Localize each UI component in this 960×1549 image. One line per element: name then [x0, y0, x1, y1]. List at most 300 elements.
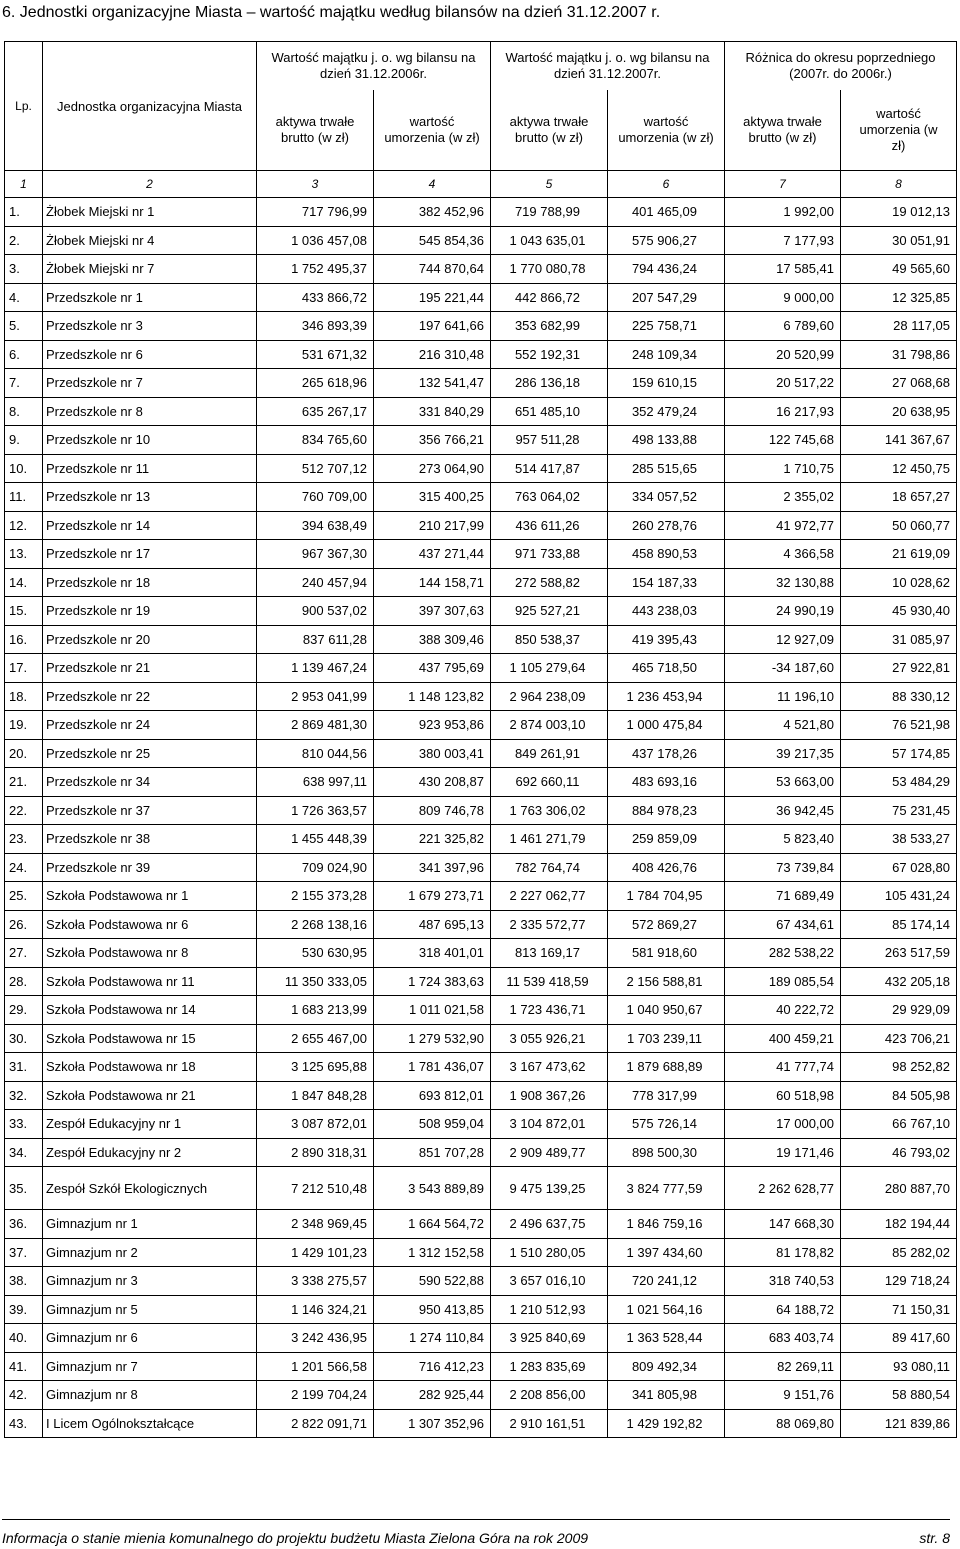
row-gross-2006: 967 367,30 — [257, 540, 374, 569]
row-lp: 27. — [5, 939, 43, 968]
row-gross-diff: 82 269,11 — [725, 1352, 841, 1381]
header-lp: Lp. — [5, 42, 43, 171]
row-gross-2007: 436 611,26 — [491, 511, 608, 540]
row-depr-diff: 85 282,02 — [841, 1238, 957, 1267]
row-lp: 7. — [5, 369, 43, 398]
row-lp: 13. — [5, 540, 43, 569]
row-unit-name: Przedszkole nr 20 — [43, 625, 257, 654]
row-depr-diff: 31 085,97 — [841, 625, 957, 654]
table-row — [5, 1381, 957, 1410]
table-row — [5, 625, 957, 654]
row-depr-diff: 141 367,67 — [841, 426, 957, 455]
footer-text: Informacja o stanie mienia komunalnego do projektu budżetu Miasta Zielona Góra na rok 2009 — [2, 1530, 589, 1546]
row-gross-diff: 16 217,93 — [725, 397, 841, 426]
row-gross-2007: 971 733,88 — [491, 540, 608, 569]
row-depr-2007: 1 846 759,16 — [608, 1210, 725, 1239]
row-depr-diff: 84 505,98 — [841, 1081, 957, 1110]
row-depr-diff: 12 450,75 — [841, 454, 957, 483]
row-gross-2006: 837 611,28 — [257, 625, 374, 654]
row-depr-2007: 483 693,16 — [608, 768, 725, 797]
row-gross-diff: 400 459,21 — [725, 1024, 841, 1053]
table-row — [5, 1167, 957, 1210]
header-group-2007 — [491, 42, 725, 171]
row-depr-2006: 437 271,44 — [374, 540, 491, 569]
row-gross-2007: 3 167 473,62 — [491, 1053, 608, 1082]
row-gross-2007: 2 909 489,77 — [491, 1138, 608, 1167]
row-gross-diff: -34 187,60 — [725, 654, 841, 683]
row-depr-diff: 432 205,18 — [841, 967, 957, 996]
row-depr-2007: 159 610,15 — [608, 369, 725, 398]
row-depr-2006: 380 003,41 — [374, 739, 491, 768]
row-depr-diff: 28 117,05 — [841, 312, 957, 341]
row-gross-2007: 719 788,99 — [491, 198, 608, 227]
row-gross-2007: 1 763 306,02 — [491, 796, 608, 825]
row-depr-diff: 89 417,60 — [841, 1324, 957, 1353]
row-depr-2007: 225 758,71 — [608, 312, 725, 341]
row-unit-name: Żłobek Miejski nr 4 — [43, 226, 257, 255]
row-gross-2006: 635 267,17 — [257, 397, 374, 426]
row-lp: 32. — [5, 1081, 43, 1110]
table-row — [5, 283, 957, 312]
row-gross-diff: 53 663,00 — [725, 768, 841, 797]
row-depr-diff: 21 619,09 — [841, 540, 957, 569]
row-depr-diff: 49 565,60 — [841, 255, 957, 284]
row-unit-name: Szkoła Podstawowa nr 18 — [43, 1053, 257, 1082]
row-gross-diff: 1 992,00 — [725, 198, 841, 227]
row-lp: 30. — [5, 1024, 43, 1053]
row-lp: 1. — [5, 198, 43, 227]
row-gross-diff: 318 740,53 — [725, 1267, 841, 1296]
row-gross-2007: 353 682,99 — [491, 312, 608, 341]
column-number: 2 — [43, 171, 257, 198]
row-depr-2006: 216 310,48 — [374, 340, 491, 369]
row-depr-diff: 75 231,45 — [841, 796, 957, 825]
row-depr-2006: 809 746,78 — [374, 796, 491, 825]
table-row — [5, 1238, 957, 1267]
row-lp: 39. — [5, 1295, 43, 1324]
row-lp: 36. — [5, 1210, 43, 1239]
row-lp: 15. — [5, 597, 43, 626]
table-row — [5, 1352, 957, 1381]
table-row — [5, 1324, 957, 1353]
row-depr-diff: 46 793,02 — [841, 1138, 957, 1167]
row-unit-name: Żłobek Miejski nr 1 — [43, 198, 257, 227]
row-gross-2007: 1 770 080,78 — [491, 255, 608, 284]
row-gross-diff: 71 689,49 — [725, 882, 841, 911]
row-gross-diff: 5 823,40 — [725, 825, 841, 854]
row-unit-name: Gimnazjum nr 3 — [43, 1267, 257, 1296]
row-gross-diff: 20 517,22 — [725, 369, 841, 398]
row-unit-name: Przedszkole nr 6 — [43, 340, 257, 369]
row-unit-name: Szkoła Podstawowa nr 11 — [43, 967, 257, 996]
row-gross-2006: 1 847 848,28 — [257, 1081, 374, 1110]
row-depr-2007: 248 109,34 — [608, 340, 725, 369]
row-lp: 35. — [5, 1167, 43, 1210]
header-unit-label: Jednostka organizacyjna Miasta — [57, 98, 242, 114]
row-gross-diff: 2 355,02 — [725, 483, 841, 512]
row-unit-name: Przedszkole nr 14 — [43, 511, 257, 540]
row-gross-2006: 2 268 138,16 — [257, 910, 374, 939]
row-gross-diff: 17 585,41 — [725, 255, 841, 284]
row-gross-diff: 88 069,80 — [725, 1409, 841, 1438]
row-unit-name: Szkoła Podstawowa nr 14 — [43, 996, 257, 1025]
row-gross-diff: 60 518,98 — [725, 1081, 841, 1110]
row-depr-diff: 27 068,68 — [841, 369, 957, 398]
header-unit — [43, 42, 257, 171]
row-unit-name: Przedszkole nr 7 — [43, 369, 257, 398]
row-gross-diff: 64 188,72 — [725, 1295, 841, 1324]
row-depr-2006: 590 522,88 — [374, 1267, 491, 1296]
row-unit-name: Gimnazjum nr 7 — [43, 1352, 257, 1381]
row-depr-2007: 1 236 453,94 — [608, 682, 725, 711]
row-depr-2006: 744 870,64 — [374, 255, 491, 284]
row-gross-2007: 763 064,02 — [491, 483, 608, 512]
row-lp: 5. — [5, 312, 43, 341]
row-depr-2007: 898 500,30 — [608, 1138, 725, 1167]
row-gross-diff: 2 262 628,77 — [725, 1167, 841, 1210]
column-number: 8 — [841, 171, 957, 198]
row-gross-2006: 2 155 373,28 — [257, 882, 374, 911]
row-gross-2007: 2 227 062,77 — [491, 882, 608, 911]
row-depr-2006: 851 707,28 — [374, 1138, 491, 1167]
table-row — [5, 654, 957, 683]
table-row — [5, 198, 957, 227]
header-row — [5, 42, 957, 171]
row-unit-name: Przedszkole nr 18 — [43, 568, 257, 597]
row-depr-diff: 53 484,29 — [841, 768, 957, 797]
row-unit-name: Przedszkole nr 37 — [43, 796, 257, 825]
row-lp: 3. — [5, 255, 43, 284]
row-gross-2007: 514 417,87 — [491, 454, 608, 483]
row-unit-name: Przedszkole nr 17 — [43, 540, 257, 569]
row-depr-2007: 352 479,24 — [608, 397, 725, 426]
row-lp: 6. — [5, 340, 43, 369]
row-depr-2007: 809 492,34 — [608, 1352, 725, 1381]
row-depr-diff: 20 638,95 — [841, 397, 957, 426]
row-unit-name: Przedszkole nr 22 — [43, 682, 257, 711]
row-depr-2006: 210 217,99 — [374, 511, 491, 540]
row-gross-2007: 782 764,74 — [491, 853, 608, 882]
column-number: 3 — [257, 171, 374, 198]
row-lp: 31. — [5, 1053, 43, 1082]
row-gross-2006: 1 036 457,08 — [257, 226, 374, 255]
table-row — [5, 1138, 957, 1167]
row-depr-diff: 57 174,85 — [841, 739, 957, 768]
row-depr-2006: 341 397,96 — [374, 853, 491, 882]
page-footer — [2, 1519, 950, 1546]
row-depr-2007: 572 869,27 — [608, 910, 725, 939]
row-gross-2007: 1 461 271,79 — [491, 825, 608, 854]
row-gross-diff: 32 130,88 — [725, 568, 841, 597]
row-depr-2006: 1 679 273,71 — [374, 882, 491, 911]
row-gross-2007: 3 925 840,69 — [491, 1324, 608, 1353]
row-gross-2006: 3 125 695,88 — [257, 1053, 374, 1082]
row-lp: 4. — [5, 283, 43, 312]
row-gross-2007: 1 210 512,93 — [491, 1295, 608, 1324]
row-lp: 2. — [5, 226, 43, 255]
row-depr-2006: 1 011 021,58 — [374, 996, 491, 1025]
row-depr-diff: 58 880,54 — [841, 1381, 957, 1410]
row-gross-diff: 20 520,99 — [725, 340, 841, 369]
row-unit-name: Przedszkole nr 19 — [43, 597, 257, 626]
row-gross-2007: 1 105 279,64 — [491, 654, 608, 683]
row-depr-2007: 575 726,14 — [608, 1110, 725, 1139]
row-depr-2006: 1 279 532,90 — [374, 1024, 491, 1053]
header-gross-diff: aktywa trwałe brutto (w zł) — [743, 114, 822, 145]
row-depr-2007: 1 784 704,95 — [608, 882, 725, 911]
row-gross-diff: 189 085,54 — [725, 967, 841, 996]
row-unit-name: Szkoła Podstawowa nr 8 — [43, 939, 257, 968]
row-gross-diff: 9 000,00 — [725, 283, 841, 312]
row-lp: 40. — [5, 1324, 43, 1353]
row-depr-2006: 1 312 152,58 — [374, 1238, 491, 1267]
row-lp: 24. — [5, 853, 43, 882]
row-gross-2006: 2 890 318,31 — [257, 1138, 374, 1167]
header-group-2007-label: Wartość majątku j. o. wg bilansu na dzień 31.12.2007r. — [505, 50, 710, 81]
row-depr-2006: 1 148 123,82 — [374, 682, 491, 711]
row-gross-2007: 1 283 835,69 — [491, 1352, 608, 1381]
row-gross-2006: 7 212 510,48 — [257, 1167, 374, 1210]
row-depr-2007: 3 824 777,59 — [608, 1167, 725, 1210]
row-depr-2007: 794 436,24 — [608, 255, 725, 284]
row-gross-2006: 834 765,60 — [257, 426, 374, 455]
row-gross-2006: 709 024,90 — [257, 853, 374, 882]
row-depr-2006: 195 221,44 — [374, 283, 491, 312]
row-gross-2006: 240 457,94 — [257, 568, 374, 597]
row-depr-2007: 1 000 475,84 — [608, 711, 725, 740]
table-row — [5, 996, 957, 1025]
column-number: 5 — [491, 171, 608, 198]
table-row — [5, 910, 957, 939]
row-gross-diff: 1 710,75 — [725, 454, 841, 483]
row-gross-2007: 3 055 926,21 — [491, 1024, 608, 1053]
row-depr-2006: 716 412,23 — [374, 1352, 491, 1381]
header-gross-2006: aktywa trwałe brutto (w zł) — [275, 114, 355, 145]
row-gross-2007: 957 511,28 — [491, 426, 608, 455]
row-unit-name: Przedszkole nr 39 — [43, 853, 257, 882]
column-number: 6 — [608, 171, 725, 198]
row-gross-diff: 17 000,00 — [725, 1110, 841, 1139]
row-gross-2007: 1 908 367,26 — [491, 1081, 608, 1110]
row-depr-diff: 88 330,12 — [841, 682, 957, 711]
row-gross-diff: 7 177,93 — [725, 226, 841, 255]
row-depr-2007: 1 363 528,44 — [608, 1324, 725, 1353]
row-gross-2007: 2 964 238,09 — [491, 682, 608, 711]
row-gross-diff: 11 196,10 — [725, 682, 841, 711]
row-depr-diff: 121 839,86 — [841, 1409, 957, 1438]
row-lp: 11. — [5, 483, 43, 512]
row-lp: 18. — [5, 682, 43, 711]
row-gross-2007: 2 208 856,00 — [491, 1381, 608, 1410]
table-row — [5, 853, 957, 882]
row-lp: 22. — [5, 796, 43, 825]
row-depr-2006: 197 641,66 — [374, 312, 491, 341]
table-row — [5, 397, 957, 426]
row-depr-2007: 575 906,27 — [608, 226, 725, 255]
row-lp: 25. — [5, 882, 43, 911]
row-depr-2006: 132 541,47 — [374, 369, 491, 398]
row-gross-2006: 3 338 275,57 — [257, 1267, 374, 1296]
row-depr-2007: 334 057,52 — [608, 483, 725, 512]
row-gross-2007: 3 104 872,01 — [491, 1110, 608, 1139]
row-lp: 38. — [5, 1267, 43, 1296]
row-depr-2006: 1 781 436,07 — [374, 1053, 491, 1082]
table-row — [5, 597, 957, 626]
row-depr-diff: 76 521,98 — [841, 711, 957, 740]
row-gross-2006: 2 655 467,00 — [257, 1024, 374, 1053]
table-row — [5, 255, 957, 284]
row-lp: 41. — [5, 1352, 43, 1381]
row-depr-2006: 693 812,01 — [374, 1081, 491, 1110]
table-row — [5, 796, 957, 825]
row-depr-2007: 207 547,29 — [608, 283, 725, 312]
row-depr-2007: 260 278,76 — [608, 511, 725, 540]
row-unit-name: Gimnazjum nr 5 — [43, 1295, 257, 1324]
row-gross-diff: 4 366,58 — [725, 540, 841, 569]
row-gross-2007: 442 866,72 — [491, 283, 608, 312]
row-depr-diff: 45 930,40 — [841, 597, 957, 626]
row-depr-2007: 581 918,60 — [608, 939, 725, 968]
row-gross-2006: 1 683 213,99 — [257, 996, 374, 1025]
row-gross-2006: 1 455 448,39 — [257, 825, 374, 854]
table-row — [5, 768, 957, 797]
row-depr-diff: 19 012,13 — [841, 198, 957, 227]
row-gross-2006: 433 866,72 — [257, 283, 374, 312]
row-gross-2007: 850 538,37 — [491, 625, 608, 654]
row-depr-diff: 27 922,81 — [841, 654, 957, 683]
row-depr-diff: 423 706,21 — [841, 1024, 957, 1053]
row-depr-2007: 1 429 192,82 — [608, 1409, 725, 1438]
row-depr-2007: 285 515,65 — [608, 454, 725, 483]
row-unit-name: Szkoła Podstawowa nr 21 — [43, 1081, 257, 1110]
table-row — [5, 1409, 957, 1438]
row-unit-name: Szkoła Podstawowa nr 15 — [43, 1024, 257, 1053]
row-depr-diff: 93 080,11 — [841, 1352, 957, 1381]
table-row — [5, 511, 957, 540]
row-depr-2006: 508 959,04 — [374, 1110, 491, 1139]
row-depr-diff: 38 533,27 — [841, 825, 957, 854]
row-lp: 43. — [5, 1409, 43, 1438]
row-unit-name: I Licem Ogólnokształcące — [43, 1409, 257, 1438]
row-depr-2007: 419 395,43 — [608, 625, 725, 654]
row-depr-2006: 1 724 383,63 — [374, 967, 491, 996]
row-depr-2007: 1 397 434,60 — [608, 1238, 725, 1267]
row-gross-2006: 265 618,96 — [257, 369, 374, 398]
table-row — [5, 540, 957, 569]
row-unit-name: Przedszkole nr 13 — [43, 483, 257, 512]
row-lp: 33. — [5, 1110, 43, 1139]
row-lp: 19. — [5, 711, 43, 740]
row-gross-2006: 394 638,49 — [257, 511, 374, 540]
row-gross-2006: 900 537,02 — [257, 597, 374, 626]
row-gross-2006: 2 199 704,24 — [257, 1381, 374, 1410]
row-unit-name: Przedszkole nr 34 — [43, 768, 257, 797]
row-lp: 23. — [5, 825, 43, 854]
row-depr-diff: 67 028,80 — [841, 853, 957, 882]
row-unit-name: Gimnazjum nr 8 — [43, 1381, 257, 1410]
row-gross-diff: 6 789,60 — [725, 312, 841, 341]
row-depr-2006: 1 664 564,72 — [374, 1210, 491, 1239]
row-depr-2007: 778 317,99 — [608, 1081, 725, 1110]
row-depr-2006: 273 064,90 — [374, 454, 491, 483]
row-gross-diff: 73 739,84 — [725, 853, 841, 882]
row-unit-name: Gimnazjum nr 2 — [43, 1238, 257, 1267]
row-unit-name: Przedszkole nr 25 — [43, 739, 257, 768]
row-gross-2006: 2 822 091,71 — [257, 1409, 374, 1438]
column-number: 4 — [374, 171, 491, 198]
row-gross-2006: 2 348 969,45 — [257, 1210, 374, 1239]
row-unit-name: Przedszkole nr 3 — [43, 312, 257, 341]
row-depr-2006: 1 274 110,84 — [374, 1324, 491, 1353]
row-lp: 10. — [5, 454, 43, 483]
row-unit-name: Szkoła Podstawowa nr 1 — [43, 882, 257, 911]
table-row — [5, 1267, 957, 1296]
row-gross-2006: 531 671,32 — [257, 340, 374, 369]
row-gross-2006: 3 242 436,95 — [257, 1324, 374, 1353]
table-row — [5, 1053, 957, 1082]
row-lp: 21. — [5, 768, 43, 797]
table-row — [5, 426, 957, 455]
row-depr-2007: 2 156 588,81 — [608, 967, 725, 996]
row-gross-2007: 1 043 635,01 — [491, 226, 608, 255]
row-gross-2007: 692 660,11 — [491, 768, 608, 797]
row-depr-diff: 12 325,85 — [841, 283, 957, 312]
row-depr-2006: 1 307 352,96 — [374, 1409, 491, 1438]
header-group-2006 — [257, 42, 491, 171]
row-lp: 37. — [5, 1238, 43, 1267]
row-gross-2007: 272 588,82 — [491, 568, 608, 597]
table-row — [5, 483, 957, 512]
row-depr-2006: 487 695,13 — [374, 910, 491, 939]
row-gross-2006: 1 146 324,21 — [257, 1295, 374, 1324]
row-lp: 8. — [5, 397, 43, 426]
row-unit-name: Gimnazjum nr 1 — [43, 1210, 257, 1239]
row-lp: 17. — [5, 654, 43, 683]
table-row — [5, 1110, 957, 1139]
table-row — [5, 454, 957, 483]
row-gross-2007: 1 723 436,71 — [491, 996, 608, 1025]
row-depr-diff: 31 798,86 — [841, 340, 957, 369]
row-depr-2006: 318 401,01 — [374, 939, 491, 968]
row-gross-2006: 1 726 363,57 — [257, 796, 374, 825]
row-gross-diff: 19 171,46 — [725, 1138, 841, 1167]
row-depr-diff: 50 060,77 — [841, 511, 957, 540]
row-gross-2006: 760 709,00 — [257, 483, 374, 512]
row-lp: 29. — [5, 996, 43, 1025]
row-gross-diff: 24 990,19 — [725, 597, 841, 626]
table-row — [5, 1024, 957, 1053]
row-depr-2006: 3 543 889,89 — [374, 1167, 491, 1210]
row-gross-2006: 530 630,95 — [257, 939, 374, 968]
page-title: 6. Jednostki organizacyjne Miasta – wartość majątku według bilansów na dzień 31.12.2007 r. — [2, 4, 661, 21]
row-gross-2006: 810 044,56 — [257, 739, 374, 768]
row-depr-2006: 356 766,21 — [374, 426, 491, 455]
row-depr-2007: 720 241,12 — [608, 1267, 725, 1296]
page-number: str. 8 — [919, 1530, 950, 1546]
row-depr-2006: 315 400,25 — [374, 483, 491, 512]
row-gross-diff: 147 668,30 — [725, 1210, 841, 1239]
header-depr-2007: wartość umorzenia (w zł) — [607, 90, 724, 170]
row-gross-2007: 3 657 016,10 — [491, 1267, 608, 1296]
header-depr-diff: wartość umorzenia (w zł) — [840, 90, 956, 170]
row-depr-2007: 458 890,53 — [608, 540, 725, 569]
row-gross-2007: 2 496 637,75 — [491, 1210, 608, 1239]
row-unit-name: Żłobek Miejski nr 7 — [43, 255, 257, 284]
row-unit-name: Przedszkole nr 8 — [43, 397, 257, 426]
row-unit-name: Gimnazjum nr 6 — [43, 1324, 257, 1353]
row-depr-diff: 105 431,24 — [841, 882, 957, 911]
row-gross-2006: 11 350 333,05 — [257, 967, 374, 996]
